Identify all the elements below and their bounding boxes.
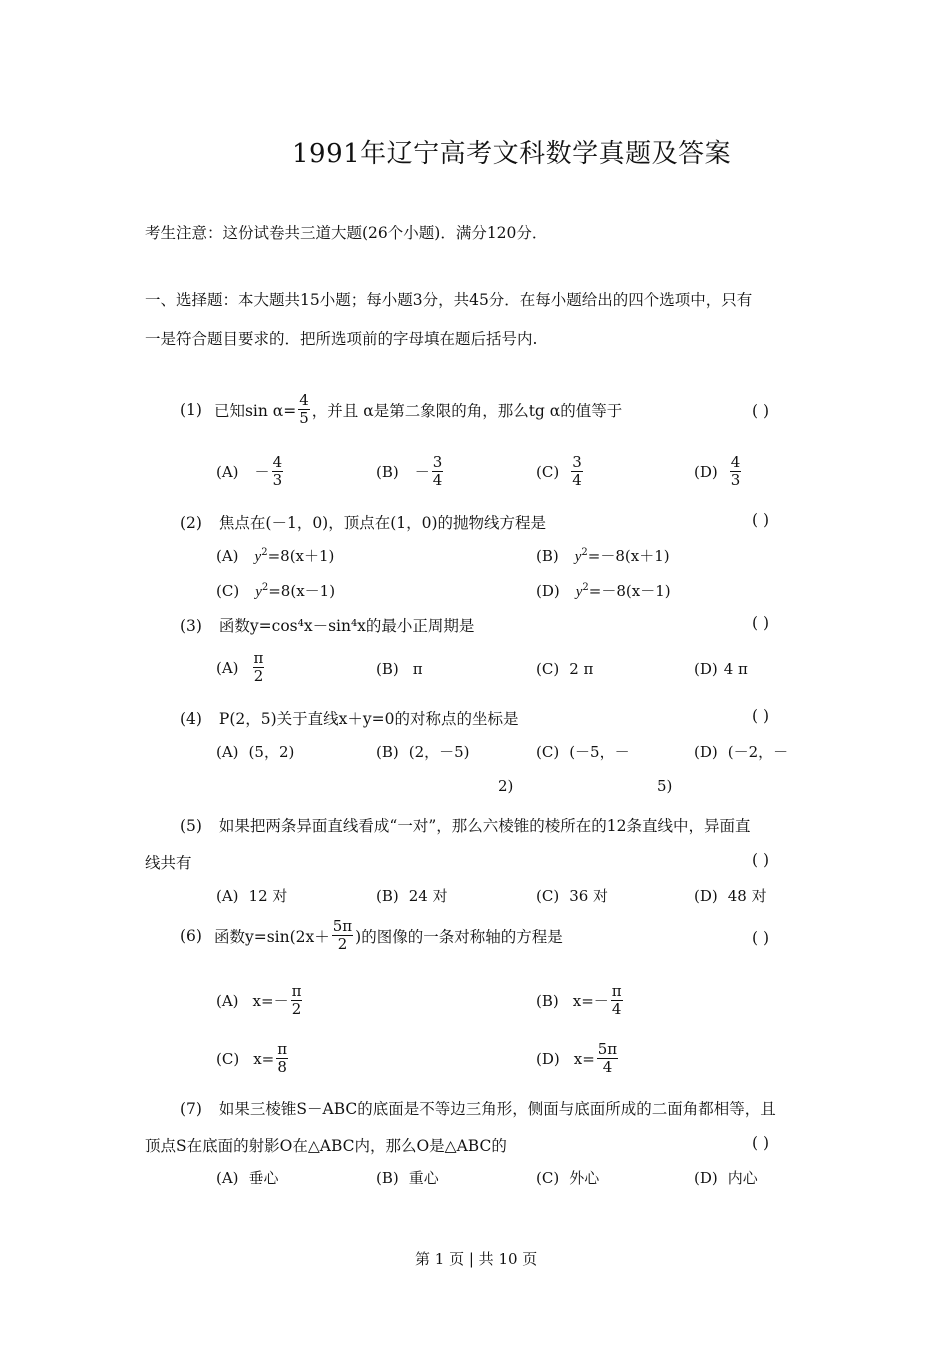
option-d-continued: 5): [657, 777, 673, 795]
question-5: [180, 814, 750, 836]
question-number: (5): [180, 817, 202, 835]
question-text: P(2，5)关于直线x＋y=0的对称点的坐标是: [218, 710, 519, 728]
question-number: (3): [180, 617, 202, 635]
question-number: (6): [180, 926, 202, 945]
exam-notice: 考生注意：这份试卷共三道大题(26个小题)．满分120分．: [145, 224, 548, 242]
option-c: (C) x= $\frac{\pi}{8}$: [216, 1040, 288, 1076]
option-a: (A) (5，2): [216, 743, 295, 761]
question-2: [180, 511, 546, 533]
question-text-line2: 顶点S在底面的射影O在△ABC内，那么O是△ABC的: [145, 1137, 507, 1155]
option-d: (D) $\frac{4}{3}$: [694, 453, 741, 489]
answer-bracket: ( ): [752, 614, 770, 632]
question-number: (4): [180, 710, 202, 728]
option-c: (C) 2 π: [536, 660, 594, 678]
question-4: [180, 707, 519, 729]
question-text-line1: 如果把两条异面直线看成“一对”，那么六棱锥的棱所在的12条直线中，异面直: [218, 817, 751, 835]
question-text-pre: 已知sin α=: [213, 401, 297, 420]
question-text-post: )的图像的一条对称轴的方程是: [355, 927, 563, 946]
question-number: (2): [180, 514, 202, 532]
section-intro-line2: 一是符合题目要求的．把所选项前的字母填在题后括号内.: [145, 330, 538, 348]
fraction: $\frac{5\pi}{2}$: [332, 917, 353, 953]
fraction: $\frac{4}{5}$: [299, 391, 309, 427]
question-text-pre: 函数y=sin(2x＋: [213, 927, 330, 946]
option-b: (B) 24 对: [376, 887, 448, 905]
question-number: (7): [180, 1100, 202, 1118]
answer-bracket: ( ): [752, 402, 770, 420]
option-a: (A) 12 对: [216, 887, 288, 905]
option-a: (A) x=－ $\frac{\pi}{2}$: [216, 982, 302, 1018]
question-text-line2: 线共有: [145, 854, 192, 872]
option-b: (B) π: [376, 660, 423, 678]
option-a: (A) － $\frac{4}{3}$: [216, 453, 283, 489]
option-b: (B) $y^2=-8(x+1)$: [536, 547, 670, 565]
question-text-line1: 如果三棱锥S－ABC的底面是不等边三角形，侧面与底面所成的二面角都相等，且: [218, 1100, 776, 1118]
question-text: 函数y=cos⁴x－sin⁴x的最小正周期是: [218, 617, 475, 635]
page-footer: 第 1 页 | 共 10 页: [415, 1250, 538, 1268]
answer-bracket: ( ): [752, 929, 770, 947]
page-title: 1991年辽宁高考文科数学真题及答案: [292, 139, 732, 169]
option-b: (B) － $\frac{3}{4}$: [376, 453, 443, 489]
option-a: (A) 垂心: [216, 1169, 279, 1187]
option-b: (B) (2，－5): [376, 743, 470, 761]
answer-bracket: ( ): [752, 1134, 770, 1152]
question-text: 焦点在(－1，0)，顶点在(1，0)的抛物线方程是: [218, 514, 547, 532]
option-d: (D) 4 π: [694, 660, 748, 678]
answer-bracket: ( ): [752, 511, 770, 529]
option-b: (B) 重心: [376, 1169, 439, 1187]
option-c: (C) $\frac{3}{4}$: [536, 453, 582, 489]
option-c: (C) $y^2=8(x-1)$: [216, 582, 336, 600]
question-6: [180, 918, 563, 953]
option-a: (A) $y^2=8(x+1)$: [216, 547, 335, 565]
answer-bracket: ( ): [752, 851, 770, 869]
option-d: (D) 48 对: [694, 887, 767, 905]
option-d: (D) x= $\frac{5\pi}{4}$: [536, 1040, 618, 1076]
question-number: (1): [180, 400, 202, 419]
option-d: (D) $y^2=-8(x-1)$: [536, 582, 671, 600]
question-1: [180, 392, 622, 427]
question-text-post: ，并且 α是第二象限的角，那么tg α的值等于: [311, 401, 623, 420]
question-7: [180, 1097, 776, 1119]
question-3: [180, 614, 474, 636]
section-intro-line1: 一、选择题：本大题共15小题；每小题3分，共45分．在每小题给出的四个选项中，只有: [145, 291, 753, 309]
option-d: (D) (－2，－: [694, 743, 789, 761]
option-c: (C) 36 对: [536, 887, 609, 905]
option-a: (A) $\frac{\pi}{2}$: [216, 649, 264, 685]
option-c: (C) (－5，－: [536, 743, 630, 761]
option-c: (C) 外心: [536, 1169, 600, 1187]
option-b: (B) x=－ $\frac{\pi}{4}$: [536, 982, 622, 1018]
answer-bracket: ( ): [752, 707, 770, 725]
option-d: (D) 内心: [694, 1169, 758, 1187]
option-c-continued: 2): [498, 777, 514, 795]
